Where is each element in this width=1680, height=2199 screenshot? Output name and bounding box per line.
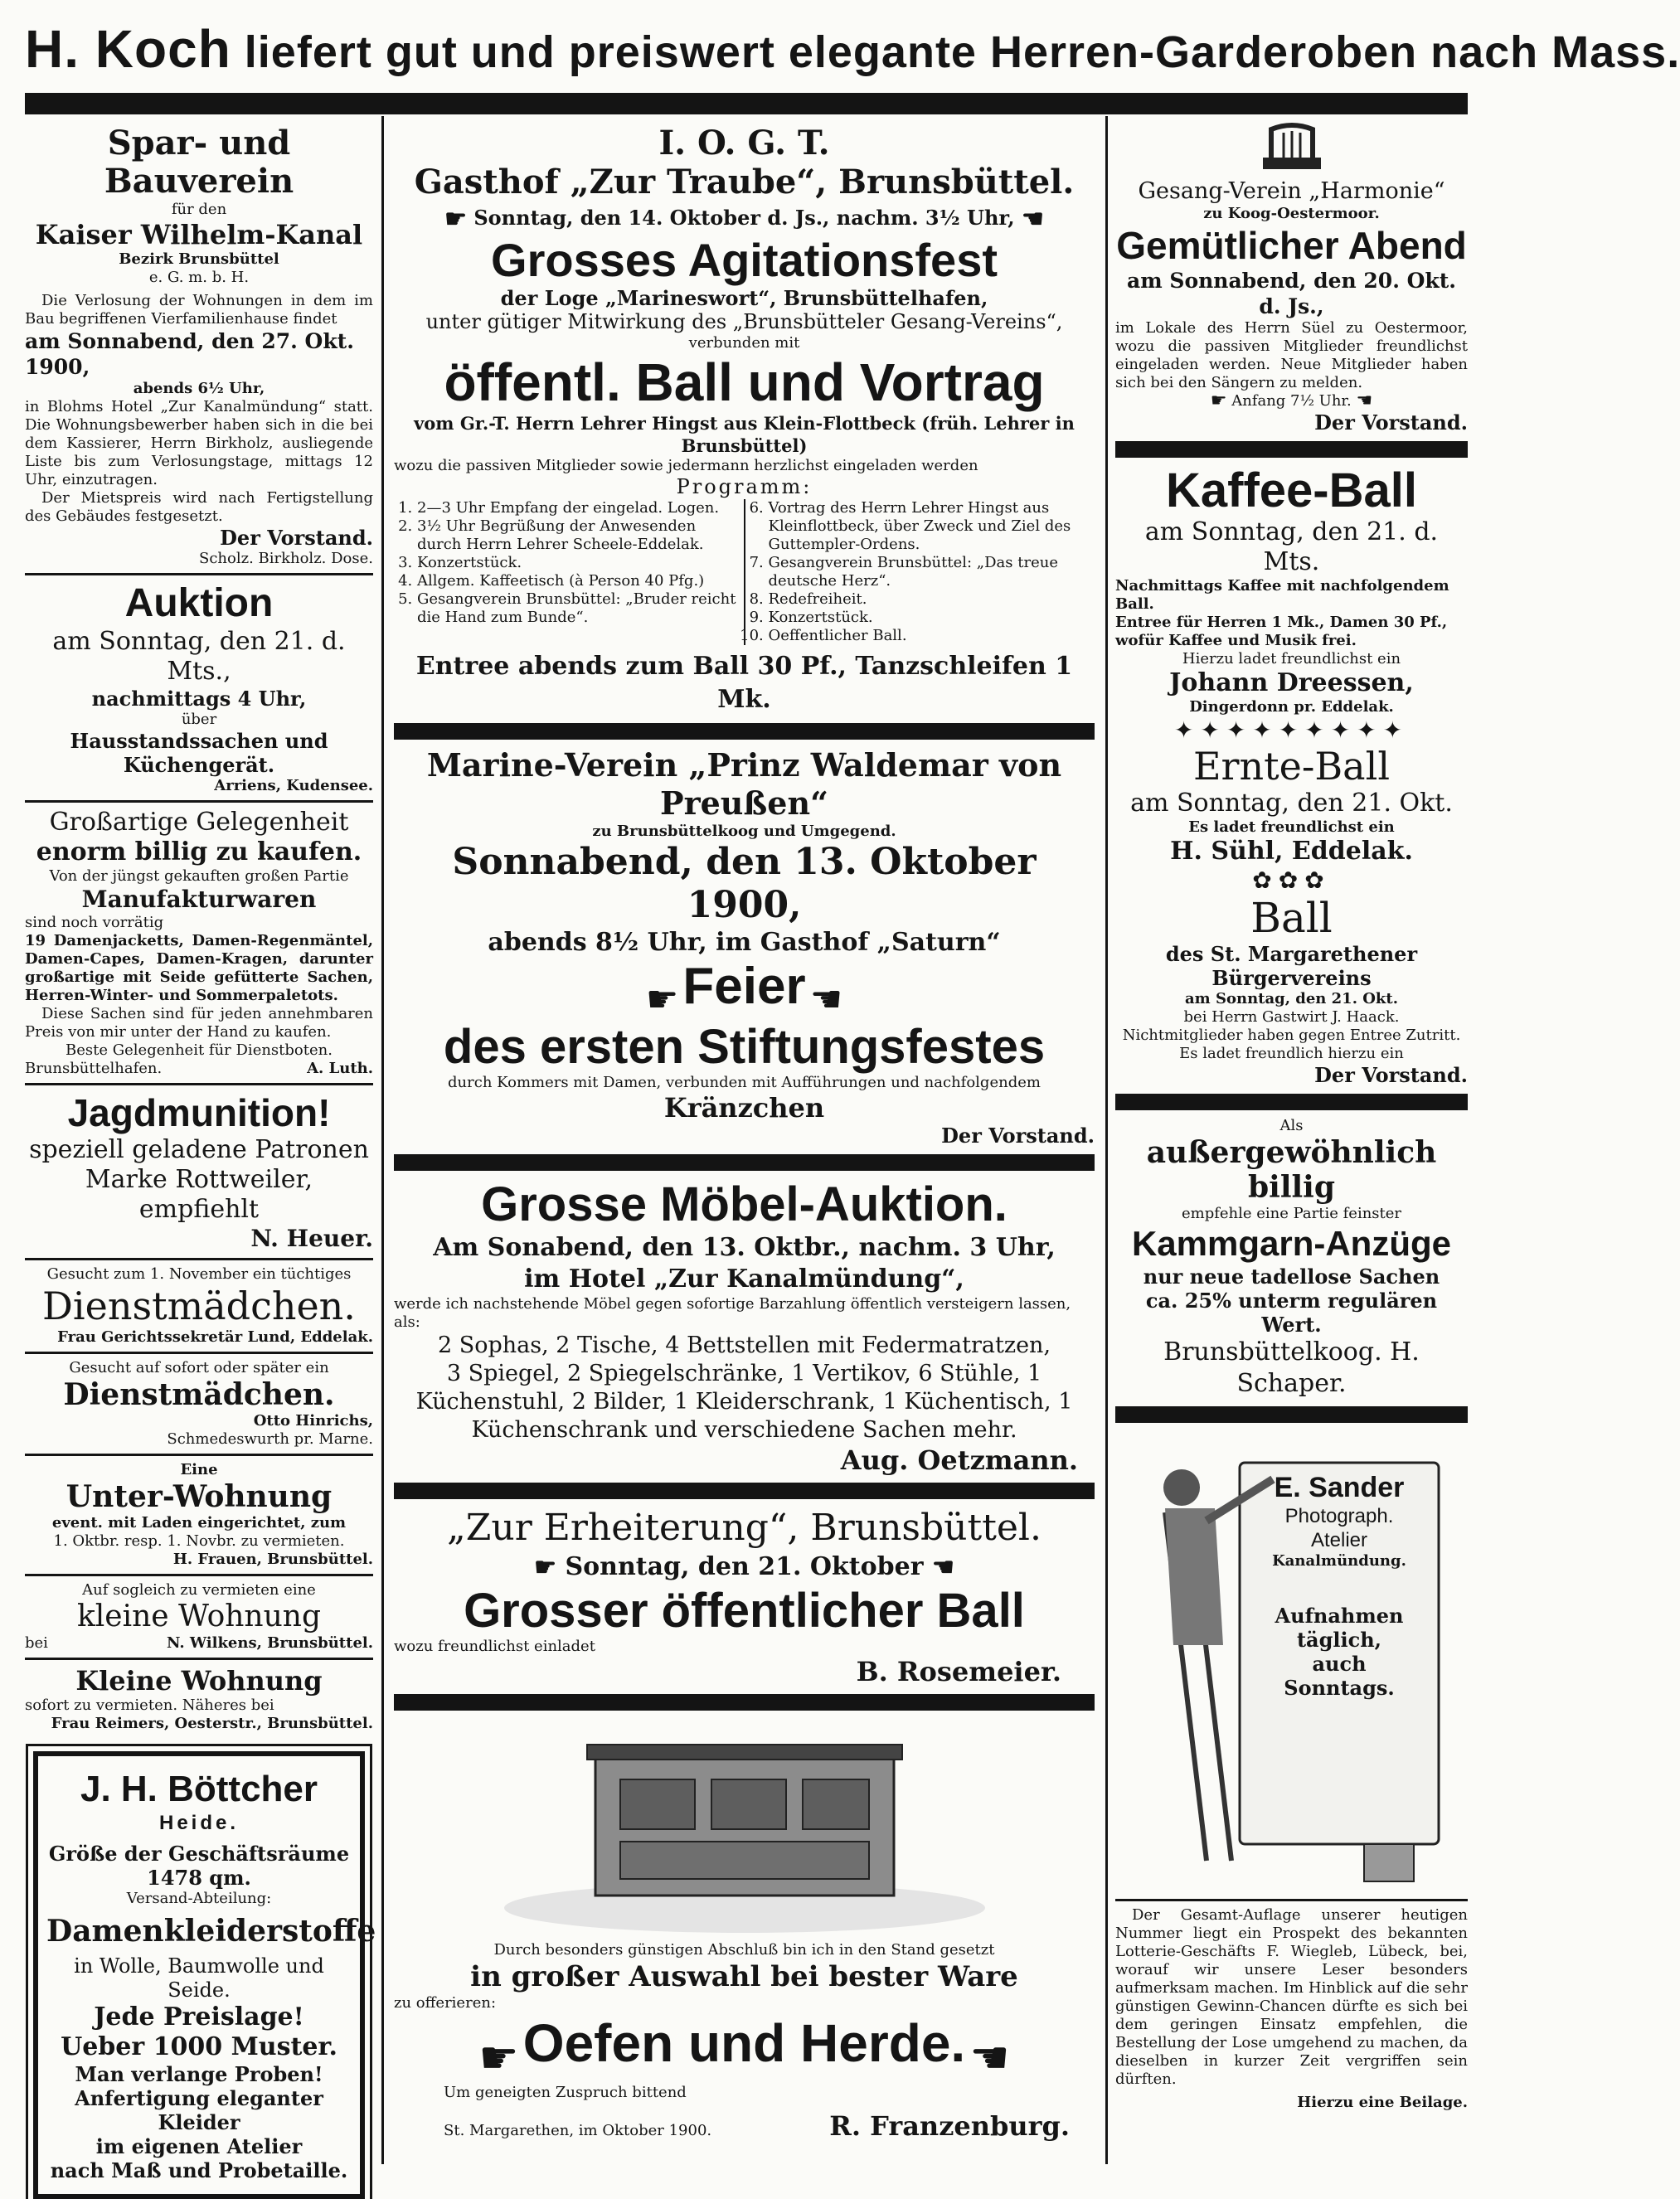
kleinwohnung2-title: Kleine Wohnung xyxy=(75,1665,323,1697)
gelegenheit-text4: Beste Gelegenheit für Dienstboten. xyxy=(66,1041,333,1059)
harmonie-date: am Sonnabend, den 20. Okt. d. Js., xyxy=(1127,269,1456,318)
iogt-invite: wozu die passiven Mitglieder sowie jedermann herzlichst eingeladen werden xyxy=(394,457,978,474)
auktion-ad xyxy=(25,580,373,795)
divider xyxy=(1115,1406,1468,1423)
kleinwohnung2-ad xyxy=(25,1665,373,1733)
programm-item: 1. 2—3 Uhr Empfang der eingelad. Logen. xyxy=(417,499,744,517)
header-name: H. Koch xyxy=(25,19,231,79)
erheiterung-invite: wozu freundlichst einladet xyxy=(394,1638,595,1655)
auktion-sign: Arriens, Kudensee. xyxy=(214,777,373,794)
jagd-sign: N. Heuer. xyxy=(250,1225,373,1252)
dienst2-sign1: Otto Hinrichs, xyxy=(253,1412,373,1430)
oefen-sign: R. Franzenburg. xyxy=(829,2110,1070,2142)
harmonie-sub: zu Koog-Oestermoor. xyxy=(1203,205,1380,222)
divider xyxy=(394,1154,1095,1171)
programm-list xyxy=(394,499,744,645)
kaffee-date: am Sonntag, den 21. d. Mts. xyxy=(1144,517,1439,576)
center-column xyxy=(394,124,1095,2142)
auktion-time: nachmittags 4 Uhr, xyxy=(91,687,307,711)
bauverein-legal: e. G. m. b. H. xyxy=(148,269,250,286)
sander-t4: Sonntags. xyxy=(1284,1676,1395,1700)
harmonie-time: Anfang 7½ Uhr. xyxy=(1231,392,1352,410)
unterwohnung-title: Unter-Wohnung xyxy=(66,1479,333,1514)
marine-kranz: Kränzchen xyxy=(663,1092,825,1124)
marine-fest: des ersten Stiftungsfestes xyxy=(443,1020,1046,1074)
auktion-title: Auktion xyxy=(124,581,274,625)
bauverein-for: für den xyxy=(171,201,227,218)
schaper-als: Als xyxy=(1279,1117,1304,1134)
sander-t1: Aufnahmen xyxy=(1275,1604,1404,1628)
ernte-sign: H. Sühl, Eddelak. xyxy=(1170,837,1413,866)
programm-item: 10. Oeffentlicher Ball. xyxy=(769,627,1095,645)
moebel-ad xyxy=(394,1177,1095,1476)
gelegenheit-ad xyxy=(25,808,373,1078)
erheiterung-ball: Grosser öffentlicher Ball xyxy=(464,1584,1025,1638)
dienst1-ad xyxy=(25,1265,373,1347)
pointing-hand-icon: ☚ xyxy=(809,978,843,1021)
marine-sub: zu Brunsbüttelkoog und Umgegend. xyxy=(592,823,896,840)
kleinwohnung1-title: kleine Wohnung xyxy=(76,1599,322,1633)
boettcher-l2: Ueber 1000 Muster. xyxy=(61,2032,337,2061)
pointing-hand-icon: ☚ xyxy=(931,1553,954,1582)
programm-item: 7. Gesangverein Brunsbüttel: „Das treue deutsche Herz“. xyxy=(769,554,1095,590)
oefen-ad xyxy=(394,1717,1095,2142)
ernte-ad xyxy=(1115,744,1468,866)
boettcher-text2: Versand-Abteilung: xyxy=(126,1890,272,1907)
notice-beilage: Hierzu eine Beilage. xyxy=(1297,2094,1468,2111)
ball-org: des St. Margarethener Bürgervereins xyxy=(1165,942,1418,990)
erheiterung-sign: B. Rosemeier. xyxy=(856,1656,1061,1687)
gelegenheit-sign: A. Luth. xyxy=(307,1060,373,1077)
ernte-title: Ernte-Ball xyxy=(1192,744,1391,789)
erheiterung-ad xyxy=(394,1506,1095,1687)
iogt-ad xyxy=(394,124,1095,716)
top-rule xyxy=(25,93,1468,114)
boettcher-text3: in Wolle, Baumwolle und Seide. xyxy=(74,1954,324,2002)
ornament-divider: ✦✦✦✦✦✦✦✦✦ xyxy=(1173,716,1410,744)
programm-item: 3. Konzertstück. xyxy=(417,554,744,572)
left-column xyxy=(25,124,376,2199)
iogt-entree: Entree abends zum Ball 30 Pf., Tanzschleifen 1 Mk. xyxy=(415,652,1073,714)
boettcher-l1: Jede Preislage! xyxy=(94,2002,304,2032)
pointing-hand-icon: ☛ xyxy=(534,1553,556,1582)
oefen-place: St. Margarethen, im Oktober 1900. xyxy=(444,2122,712,2139)
marine-text: durch Kommers mit Damen, verbunden mit Aufführungen und nachfolgendem xyxy=(448,1074,1041,1091)
boettcher-text1: Größe der Geschäftsräume xyxy=(48,1842,350,1866)
oefen-text2: in großer Auswahl bei bester Ware xyxy=(470,1960,1018,1993)
stove-illustration xyxy=(394,1717,1095,1941)
iogt-assist: unter gütiger Mitwirkung des „Brunsbütteler Gesang-Vereins“, xyxy=(425,310,1063,333)
dienst1-text: Gesucht zum 1. November ein tüchtiges xyxy=(46,1265,352,1283)
schaper-ad xyxy=(1115,1117,1468,1400)
bauverein-title: Spar- und Bauverein xyxy=(104,124,294,201)
auktion-date: am Sonntag, den 21. d. Mts., xyxy=(52,627,346,686)
ball-text1: Nichtmitglieder haben gegen Entree Zutritt. xyxy=(1122,1027,1461,1044)
bauverein-name: Kaiser Wilhelm-Kanal xyxy=(35,219,363,250)
lyre-emblem-icon xyxy=(1115,124,1468,177)
column-rule-right xyxy=(1105,116,1108,2164)
iogt-programm xyxy=(394,499,1095,645)
kaffee-sign: Johann Dreessen, xyxy=(1169,668,1414,697)
schaper-t3: empfehle eine Partie feinster xyxy=(1181,1205,1402,1222)
sander-name: E. Sander xyxy=(1274,1472,1405,1503)
divider xyxy=(1115,441,1468,458)
programm-item: 6. Vortrag des Herrn Lehrer Hingst aus Kleinflottbeck, über Zweck und Ziel des Guttempler-Ordens. xyxy=(769,499,1095,554)
boettcher-l3: Man verlange Proben! xyxy=(75,2062,323,2086)
divider xyxy=(394,1483,1095,1499)
gelegenheit-text3: Diese Sachen sind für jeden annehmbaren Preis von mir unter der Hand zu kaufen. xyxy=(25,1005,373,1041)
ornament-divider: ✿✿✿ xyxy=(1252,866,1331,894)
unterwohnung-text1: event. mit Laden eingerichtet, zum xyxy=(51,1514,347,1532)
boettcher-name: J. H. Böttcher xyxy=(80,1769,318,1809)
bauverein-sign: Der Vorstand. xyxy=(220,526,373,550)
iogt-vortrag: vom Gr.-T. Herrn Lehrer Hingst aus Klein-Flottbeck (früh. Lehrer in Brunsbüttel) xyxy=(414,413,1075,456)
marine-ad xyxy=(394,746,1095,1148)
kleinwohnung1-bei: bei xyxy=(25,1634,48,1652)
pointing-hand-icon: ☛ xyxy=(478,2032,519,2084)
auktion-items: Hausstandssachen und Küchengerät. xyxy=(70,729,328,777)
pointing-hand-icon: ☛ xyxy=(645,978,679,1021)
divider xyxy=(394,723,1095,740)
jagd-ad xyxy=(25,1090,373,1253)
jagd-text: speziell geladene Patronen Marke Rottweiler, empfiehlt xyxy=(29,1135,369,1224)
gelegenheit-text2: sind noch vorrätig xyxy=(25,914,164,931)
sander-ad xyxy=(1115,1430,1468,1894)
bauverein-time: abends 6½ Uhr, xyxy=(133,380,265,397)
ball-sign: Der Vorstand. xyxy=(1314,1063,1468,1087)
pointing-hand-icon: ☛ xyxy=(444,205,467,234)
gelegenheit-sub: enorm billig zu kaufen. xyxy=(36,837,362,866)
iogt-prog-title: Programm: xyxy=(676,475,813,498)
auktion-uber: über xyxy=(181,711,217,728)
sander-t3: auch xyxy=(1312,1652,1367,1676)
schaper-title: Kammgarn-Anzüge xyxy=(1131,1224,1452,1263)
ernte-date: am Sonntag, den 21. Okt. xyxy=(1130,789,1453,818)
column-rule-left xyxy=(381,116,384,2164)
divider xyxy=(1115,1094,1468,1110)
unterwohnung-ad xyxy=(25,1461,373,1569)
boettcher-ad xyxy=(33,1751,376,2199)
kaffee-text3: Hierzu ladet freundlichst ein xyxy=(1182,650,1401,667)
schaper-sign: Brunsbüttelkoog. H. Schaper. xyxy=(1163,1337,1420,1398)
sander-atelier: Atelier xyxy=(1310,1529,1368,1551)
bauverein-date: am Sonnabend, den 27. Okt. 1900, xyxy=(25,329,354,379)
schaper-t5: ca. 25% unterm regulären Wert. xyxy=(1145,1289,1438,1337)
bauverein-text1: Die Verlosung der Wohnungen in dem im Bau begriffenen Vierfamilienhause findet xyxy=(25,292,373,328)
moebel-title: Grosse Möbel-Auktion. xyxy=(481,1177,1008,1231)
schaper-t4: nur neue tadellose Sachen xyxy=(1143,1265,1440,1289)
kleinwohnung2-text1: sofort zu vermieten. Näheres bei xyxy=(25,1697,274,1714)
oefen-text4: Um geneigten Zuspruch bittend xyxy=(444,2084,687,2101)
moebel-text: werde ich nachstehende Möbel gegen sofortige Barzahlung öffentlich versteigern lassen, als: xyxy=(394,1295,1071,1331)
unterwohnung-text2: 1. Oktbr. resp. 1. Novbr. zu vermieten. xyxy=(53,1532,345,1550)
kleinwohnung1-ad xyxy=(25,1581,373,1653)
iogt-venue: Gasthof „Zur Traube“, Brunsbüttel. xyxy=(414,163,1075,201)
boettcher-l4: Anfertigung eleganter Kleider xyxy=(75,2086,323,2134)
marine-date: Sonnabend, den 13. Oktober 1900, xyxy=(452,841,1037,926)
oefen-title: Oefen und Herde. xyxy=(522,2013,966,2073)
programm-item: 5. Gesangverein Brunsbüttel: „Bruder reicht die Hand zum Bunde“. xyxy=(417,590,744,627)
iogt-loge: der Loge „Marineswort“, Brunsbüttelhafen, xyxy=(500,286,988,310)
harmonie-sign: Der Vorstand. xyxy=(1314,410,1468,434)
boettcher-l6: nach Maß und Probetaille. xyxy=(50,2158,348,2182)
sander-t2: täglich, xyxy=(1296,1628,1382,1652)
gelegenheit-place: Brunsbüttelhafen. xyxy=(25,1060,163,1077)
kaffee-text1: Nachmittags Kaffee mit nachfolgendem Ball. xyxy=(1115,577,1449,613)
moebel-l1: 2 Sophas, 2 Tische, 4 Bettstellen mit Federmatratzen, xyxy=(437,1333,1051,1358)
harmonie-event: Gemütlicher Abend xyxy=(1116,224,1467,267)
sander-job: Photograph. xyxy=(1284,1505,1394,1527)
marine-feier: Feier xyxy=(682,958,806,1015)
kleinwohnung1-text: Auf sogleich zu vermieten eine xyxy=(82,1581,316,1599)
kaffee-ad xyxy=(1115,464,1468,716)
iogt-date: Sonntag, den 14. Oktober d. Js., nachm. 3½ Uhr, xyxy=(473,206,1015,230)
kaffee-title: Kaffee-Ball xyxy=(1166,464,1417,517)
erheiterung-date: Sonntag, den 21. Oktober xyxy=(565,1552,924,1581)
ball-ad xyxy=(1115,894,1468,1087)
bauverein-text3: Der Mietspreis wird nach Fertigstellung des Gebäudes festgesetzt. xyxy=(25,489,373,525)
schaper-t2: billig xyxy=(1247,1170,1336,1205)
oefen-text3: zu offerieren: xyxy=(394,1994,497,2012)
marine-sign: Der Vorstand. xyxy=(941,1124,1095,1148)
dienst2-title: Dienstmädchen. xyxy=(63,1377,335,1412)
dienst1-title: Dienstmädchen. xyxy=(42,1284,356,1328)
iogt-title: I. O. G. T. xyxy=(658,124,830,163)
marine-title: Marine-Verein „Prinz Waldemar von Preußen“ xyxy=(426,746,1062,822)
moebel-sign: Aug. Oetzmann. xyxy=(840,1444,1078,1476)
programm-item: 9. Konzertstück. xyxy=(769,609,1095,627)
harmonie-title: Gesang-Verein „Harmonie“ xyxy=(1138,178,1445,204)
kaffee-text2: Entree für Herren 1 Mk., Damen 30 Pf., wofür Kaffee und Musik frei. xyxy=(1115,614,1448,649)
boettcher-size: 1478 qm. xyxy=(147,1866,251,1890)
dienst2-ad xyxy=(25,1359,373,1449)
sander-place: Kanalmündung. xyxy=(1272,1552,1406,1570)
programm-item: 2. 3½ Uhr Begrüßung der Anwesenden durch Herrn Lehrer Scheele-Eddelak. xyxy=(417,517,744,554)
pointing-hand-icon: ☚ xyxy=(969,2032,1010,2084)
boettcher-place: Heide. xyxy=(158,1812,240,1834)
dienst2-text: Gesucht auf sofort oder später ein xyxy=(69,1359,329,1376)
gelegenheit-items: Manufakturwaren xyxy=(81,886,317,913)
erheiterung-title: „Zur Erheiterung“, Brunsbüttel. xyxy=(447,1507,1042,1549)
moebel-l2: 3 Spiegel, 2 Spiegelschränke, 1 Vertikov, 6 Stühle, 1 xyxy=(446,1361,1042,1386)
jagd-title: Jagdmunition! xyxy=(67,1091,331,1134)
gelegenheit-text1: Von der jüngst gekauften großen Partie xyxy=(49,867,349,885)
pointing-hand-icon: ☛ xyxy=(1210,391,1227,411)
unterwohnung-sign: H. Frauen, Brunsbüttel. xyxy=(172,1551,373,1568)
oefen-text1: Durch besonders günstigen Abschluß bin ich in den Stand gesetzt xyxy=(493,1941,995,1959)
bauverein-ad xyxy=(25,124,373,568)
kleinwohnung2-sign: Frau Reimers, Oesterstr., Brunsbüttel. xyxy=(51,1715,373,1732)
harmonie-ad xyxy=(1115,124,1468,434)
schaper-t1: außergewöhnlich xyxy=(1146,1135,1437,1170)
programm-list xyxy=(744,499,1095,645)
dienst1-sign: Frau Gerichtssekretär Lund, Eddelak. xyxy=(57,1328,373,1346)
ball-title: Ball xyxy=(1250,894,1333,942)
iogt-ball: öffentl. Ball und Vortrag xyxy=(444,352,1045,412)
moebel-date: Am Sonabend, den 13. Oktbr., nachm. 3 Uhr, xyxy=(433,1233,1056,1262)
gelegenheit-title: Großartige Gelegenheit xyxy=(49,808,349,837)
lottery-notice xyxy=(1115,1906,1468,2112)
bauverein-text2: in Blohms Hotel „Zur Kanalmündung“ statt. Die Wohnungsbewerber haben sich in die bei dem Kassierer, Herrn Birkholz, ausliegende Liste bis zum Verlosungstage, mittags 12 Uhr, einzutragen. xyxy=(25,398,373,488)
boettcher-l5: im eigenen Atelier xyxy=(95,2134,303,2158)
moebel-place: im Hotel „Zur Kanalmündung“, xyxy=(524,1265,964,1294)
moebel-l3: Küchenstuhl, 2 Bilder, 1 Kleiderschrank, 1 Küchentisch, 1 xyxy=(415,1389,1073,1415)
kleinwohnung1-sign: N. Wilkens, Brunsbüttel. xyxy=(167,1634,373,1652)
header-ad xyxy=(25,12,1680,86)
programm-item: 4. Allgem. Kaffeetisch (à Person 40 Pfg.) xyxy=(417,572,744,590)
iogt-verb: verbunden mit xyxy=(688,334,800,352)
pointing-hand-icon: ☚ xyxy=(1356,391,1373,411)
programm-item: 8. Redefreiheit. xyxy=(769,590,1095,609)
moebel-l4: Küchenschrank und verschiedene Sachen mehr. xyxy=(471,1417,1017,1443)
harmonie-text: im Lokale des Herrn Süel zu Oestermoor, wozu die passiven Mitglieder freundlichst eingeladen werden. Neue Mitglieder haben sich bei den Sängern zu melden. xyxy=(1115,319,1468,391)
bauverein-names: Scholz. Birkholz. Dose. xyxy=(198,550,373,567)
pointing-hand-icon: ☚ xyxy=(1022,205,1044,234)
dienst2-sign2: Schmedeswurth pr. Marne. xyxy=(167,1430,373,1448)
marine-time: abends 8½ Uhr, im Gasthof „Saturn“ xyxy=(488,928,1001,957)
notice-text: Der Gesamt-Auflage unserer heutigen Nummer liegt ein Prospekt des bekannten Lotterie-Geschäfts F. Wiegleb, Lübeck, bei, worauf wir unsere Leser besonders aufmerksam machen. Im Hinblick auf die sehr günstigen Gewinn-Chancen dürfte es sich bei dem geringen Einsatz empfehlen, die Bestellung der Lose umgehend zu machen, da dieselben in kurzer Zeit vergriffen sein dürften. xyxy=(1115,1906,1468,2088)
boettcher-title: Damenkleiderstoffe xyxy=(46,1914,376,1949)
ball-place: bei Herrn Gastwirt J. Haack. xyxy=(1183,1008,1400,1026)
ball-date: am Sonntag, den 21. Okt. xyxy=(1185,990,1398,1007)
right-column xyxy=(1115,124,1468,2112)
ball-text2: Es ladet freundlich hierzu ein xyxy=(1179,1045,1404,1062)
divider xyxy=(394,1694,1095,1711)
header-text: liefert gut und preiswert elegante Herren-Garderoben nach Mass. xyxy=(244,27,1680,77)
unterwohnung-eine: Eine xyxy=(180,1461,218,1478)
ernte-text: Es ladet freundlichst ein xyxy=(1188,818,1395,836)
kaffee-place: Dingerdonn pr. Eddelak. xyxy=(1189,698,1394,716)
iogt-event: Grosses Agitationsfest xyxy=(491,234,998,286)
bauverein-district: Bezirk Brunsbüttel xyxy=(119,250,279,268)
gelegenheit-list: 19 Damenjacketts, Damen-Regenmäntel, Damen-Capes, Damen-Kragen, darunter großartige mit Seide gefütterte Sachen, Herren-Winter- und Sommerpaletots. xyxy=(25,932,373,1004)
